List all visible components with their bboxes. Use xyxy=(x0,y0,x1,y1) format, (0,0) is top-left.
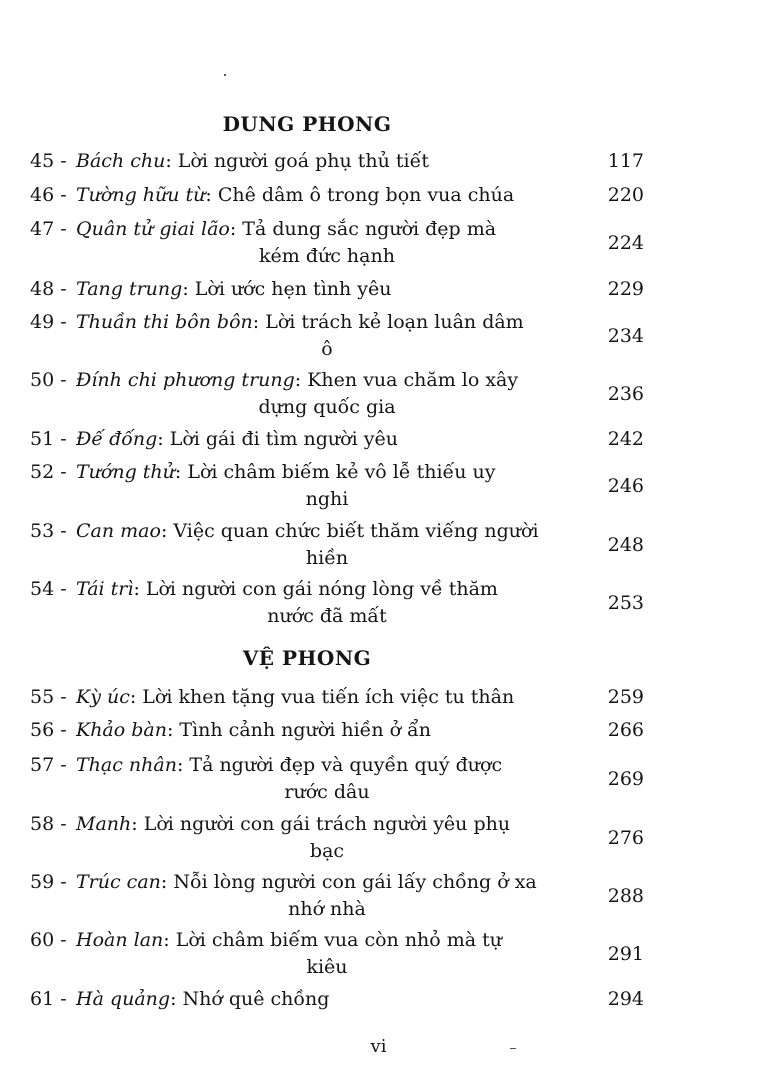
entry-number: 59 - xyxy=(30,871,67,893)
entry-text xyxy=(76,367,578,421)
entry-page-number: 288 xyxy=(607,885,644,907)
entry-page-number: 117 xyxy=(607,150,644,172)
poem-title: Tái trì xyxy=(76,578,134,600)
entry-number: 46 - xyxy=(30,184,67,206)
entry-text xyxy=(76,752,578,806)
entry-text xyxy=(76,309,578,363)
entry-page-number: 259 xyxy=(607,686,644,708)
entry-description: : Lời trách kẻ loạn luân dâm xyxy=(252,311,524,333)
entry-description: : Nỗi lòng người con gái lấy chồng ở xa xyxy=(160,871,537,893)
entry-continuation: kiêu xyxy=(306,956,348,978)
entry-number: 48 - xyxy=(30,278,67,300)
entry-continuation: nước đã mất xyxy=(267,605,387,627)
poem-title: Hoàn lan xyxy=(76,929,164,951)
entry-number: 47 - xyxy=(30,218,67,240)
entry-page-number: 291 xyxy=(607,943,644,965)
entry-page-number: 294 xyxy=(607,988,644,1010)
entry-text xyxy=(76,927,578,981)
scan-speck xyxy=(224,74,226,76)
entry-continuation: bạc xyxy=(309,840,345,862)
entry-continuation: dựng quốc gia xyxy=(258,396,396,418)
entry-text xyxy=(76,717,578,744)
entry-continuation: hiền xyxy=(305,547,349,569)
entry-number: 45 - xyxy=(30,150,67,172)
entry-description: : Việc quan chức biết thăm viếng người xyxy=(160,520,539,542)
entry-number: 56 - xyxy=(30,719,67,741)
poem-title: Đế đống xyxy=(76,428,158,450)
poem-title: Quân tử giai lão xyxy=(76,218,230,240)
entry-continuation: rước dâu xyxy=(284,781,370,803)
entry-page-number: 248 xyxy=(607,534,644,556)
entry-continuation: nhớ nhà xyxy=(288,898,366,920)
entry-page-number: 224 xyxy=(607,232,644,254)
entry-description: : Lời châm biếm kẻ vô lễ thiếu uy xyxy=(174,461,496,483)
poem-title: Tang trung xyxy=(76,278,183,300)
entry-page-number: 220 xyxy=(607,184,644,206)
poem-title: Đính chi phương trung xyxy=(76,369,295,391)
poem-title: Hà quảng xyxy=(76,988,171,1010)
entry-continuation: ô xyxy=(321,338,333,360)
entry-description: : Lời người goá phụ thủ tiết xyxy=(165,150,429,172)
entry-description: : Tình cảnh người hiền ở ẩn xyxy=(166,719,431,741)
entry-description: : Lời châm biếm vua còn nhỏ mà tự xyxy=(163,929,503,951)
entry-description: : Lời gái đi tìm người yêu xyxy=(157,428,398,450)
entry-description: : Lời người con gái trách người yêu phụ xyxy=(131,813,511,835)
entry-text xyxy=(76,216,578,270)
section-title: VỆ PHONG xyxy=(242,646,372,670)
entry-description: : Tả dung sắc người đẹp mà xyxy=(229,218,497,240)
poem-title: Kỳ úc xyxy=(76,686,130,708)
poem-title: Bách chu xyxy=(76,150,166,172)
entry-page-number: 253 xyxy=(607,592,644,614)
entry-number: 49 - xyxy=(30,311,67,333)
entry-text xyxy=(76,182,578,209)
entry-text xyxy=(76,518,578,572)
entry-number: 50 - xyxy=(30,369,67,391)
entry-number: 53 - xyxy=(30,520,67,542)
entry-description: : Chê dâm ô trong bọn vua chúa xyxy=(205,184,515,206)
entry-number: 57 - xyxy=(30,754,67,776)
section-title: DUNG PHONG xyxy=(222,112,392,136)
entry-text xyxy=(76,684,578,711)
scan-speck xyxy=(510,1048,516,1049)
entry-number: 52 - xyxy=(30,461,67,483)
entry-continuation: nghi xyxy=(305,488,349,510)
poem-title: Khảo bàn xyxy=(76,719,167,741)
entry-text xyxy=(76,426,578,453)
entry-text xyxy=(76,986,578,1013)
entry-page-number: 229 xyxy=(607,278,644,300)
entry-description: : Lời ước hẹn tình yêu xyxy=(182,278,392,300)
entry-page-number: 246 xyxy=(607,475,644,497)
poem-title: Manh xyxy=(76,813,132,835)
poem-title: Can mao xyxy=(76,520,161,542)
entry-text xyxy=(76,576,578,630)
entry-description: : Lời khen tặng vua tiến ích việc tu thân xyxy=(129,686,515,708)
entry-text xyxy=(76,811,578,865)
entry-number: 55 - xyxy=(30,686,67,708)
entry-page-number: 234 xyxy=(607,325,644,347)
poem-title: Trúc can xyxy=(76,871,161,893)
entry-page-number: 266 xyxy=(607,719,644,741)
entry-page-number: 242 xyxy=(607,428,644,450)
entry-continuation: kém đức hạnh xyxy=(259,245,395,267)
entry-text xyxy=(76,459,578,513)
entry-description: : Lời người con gái nóng lòng về thăm xyxy=(133,578,498,600)
entry-text xyxy=(76,276,578,303)
poem-title: Tường hữu từ xyxy=(76,184,206,206)
entry-number: 60 - xyxy=(30,929,67,951)
entry-description: : Khen vua chăm lo xây xyxy=(294,369,519,391)
entry-page-number: 236 xyxy=(607,383,644,405)
entry-page-number: 276 xyxy=(607,827,644,849)
poem-title: Tướng thử xyxy=(76,461,175,483)
entry-text xyxy=(76,148,578,175)
entry-number: 51 - xyxy=(30,428,67,450)
entry-page-number: 269 xyxy=(607,768,644,790)
entry-number: 61 - xyxy=(30,988,67,1010)
entry-number: 58 - xyxy=(30,813,67,835)
poem-title: Thạc nhân xyxy=(76,754,177,776)
poem-title: Thuần thi bôn bôn xyxy=(76,311,253,333)
entry-number: 54 - xyxy=(30,578,67,600)
entry-description: : Nhớ quê chồng xyxy=(170,988,330,1010)
footer-page-number: vi xyxy=(370,1036,387,1057)
entry-description: : Tả người đẹp và quyền quý được xyxy=(176,754,503,776)
entry-text xyxy=(76,869,578,923)
